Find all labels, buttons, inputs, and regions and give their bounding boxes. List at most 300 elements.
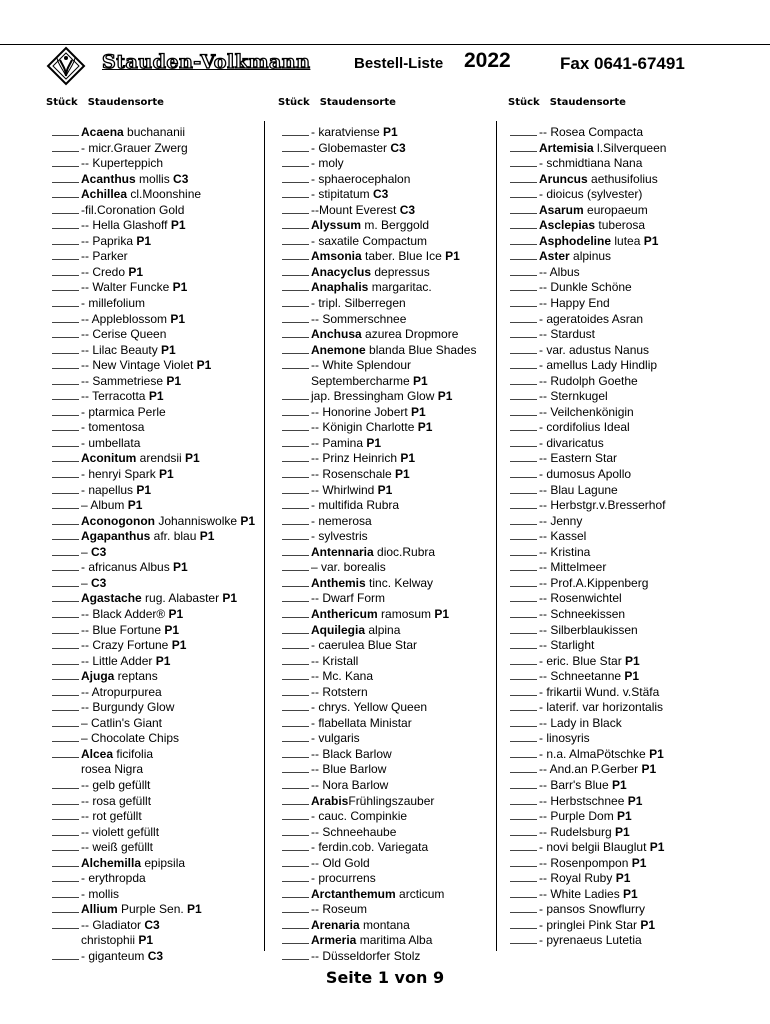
quantity-field[interactable]	[282, 484, 309, 494]
quantity-field[interactable]	[52, 406, 79, 416]
pot-size-code: P1	[631, 855, 647, 870]
plant-row	[282, 623, 512, 639]
quantity-field[interactable]	[52, 561, 79, 571]
quantity-field[interactable]	[282, 250, 309, 260]
variety-name: -- Herbstschnee	[539, 793, 628, 808]
quantity-field[interactable]	[52, 577, 79, 587]
quantity-field[interactable]	[510, 810, 537, 820]
pot-size-code: P1	[623, 886, 638, 901]
variety-name: -- Walter Funcke	[81, 280, 173, 295]
quantity-field[interactable]	[510, 577, 537, 587]
quantity-field[interactable]	[510, 546, 537, 556]
quantity-field[interactable]	[282, 624, 309, 634]
quantity-field[interactable]	[510, 126, 537, 136]
quantity-field[interactable]	[510, 421, 537, 431]
quantity-field[interactable]	[282, 810, 309, 820]
quantity-field[interactable]	[510, 919, 537, 929]
pot-size-code: P1	[625, 653, 640, 668]
quantity-field[interactable]	[510, 452, 537, 462]
quantity-field[interactable]	[510, 732, 537, 742]
quantity-field[interactable]	[52, 950, 79, 960]
plant-row	[282, 591, 512, 607]
variety-name: - umbellata	[81, 435, 141, 450]
variety-name: -- Atropurpurea	[81, 684, 162, 699]
quantity-field[interactable]	[510, 142, 537, 152]
quantity-field[interactable]	[510, 281, 537, 291]
quantity-field[interactable]	[282, 468, 309, 478]
quantity-field[interactable]	[282, 297, 309, 307]
quantity-field[interactable]	[510, 484, 537, 494]
quantity-field[interactable]	[510, 313, 537, 323]
pot-size-code: P1	[641, 762, 657, 777]
plant-row	[282, 374, 512, 390]
plant-row	[52, 871, 282, 887]
variety-name: -- Dunkle Schöne	[539, 280, 632, 295]
plant-row	[510, 731, 740, 747]
quantity-field[interactable]	[52, 592, 79, 602]
quantity-field[interactable]	[52, 608, 79, 618]
plant-column-1	[52, 125, 282, 965]
quantity-field[interactable]	[510, 592, 537, 602]
pot-size-code: P1	[159, 467, 174, 482]
quantity-field[interactable]	[52, 359, 79, 369]
quantity-field[interactable]	[52, 903, 79, 913]
genus-name: Arabis	[311, 793, 349, 808]
quantity-field[interactable]	[282, 561, 309, 571]
quantity-field[interactable]	[510, 468, 537, 478]
variety-name: -- Rosenwichtel	[539, 591, 622, 606]
plant-row	[52, 685, 282, 701]
plant-row	[282, 467, 512, 483]
plant-row	[510, 762, 740, 778]
variety-name: - napellus	[81, 482, 137, 497]
quantity-field[interactable]	[52, 655, 79, 665]
quantity-field[interactable]	[282, 219, 309, 229]
quantity-field[interactable]	[510, 934, 537, 944]
pot-size-code: P1	[437, 389, 453, 404]
pot-size-code: C3	[390, 140, 406, 155]
plant-row	[510, 685, 740, 701]
quantity-field[interactable]	[510, 530, 537, 540]
variety-name: -- Pamina	[311, 435, 367, 450]
pot-size-code: P1	[615, 824, 630, 839]
quantity-field[interactable]	[510, 779, 537, 789]
quantity-field[interactable]	[282, 577, 309, 587]
quantity-field[interactable]	[282, 188, 309, 198]
pot-size-code: P1	[624, 669, 640, 684]
quantity-field[interactable]	[52, 250, 79, 260]
quantity-field[interactable]	[282, 421, 309, 431]
quantity-field[interactable]	[282, 763, 309, 773]
column-header-2	[278, 97, 396, 108]
quantity-field[interactable]	[282, 841, 309, 851]
variety-name: margaritac.	[368, 280, 432, 295]
quantity-field[interactable]	[52, 530, 79, 540]
quantity-field[interactable]	[52, 499, 79, 509]
variety-name: -fil.Coronation Gold	[81, 202, 185, 217]
quantity-field[interactable]	[510, 390, 537, 400]
quantity-field[interactable]	[510, 515, 537, 525]
quantity-field[interactable]	[52, 484, 79, 494]
quantity-field[interactable]	[282, 655, 309, 665]
quantity-field[interactable]	[52, 701, 79, 711]
quantity-field[interactable]	[52, 779, 79, 789]
genus-name: Arenaria	[311, 917, 360, 932]
variety-name: -- Old Gold	[311, 855, 370, 870]
pot-size-code: P1	[136, 482, 152, 497]
quantity-field[interactable]	[282, 717, 309, 727]
variety-name: blanda Blue Shades	[365, 342, 477, 357]
quantity-field[interactable]	[282, 173, 309, 183]
quantity-field[interactable]	[282, 437, 309, 447]
plant-row	[52, 280, 282, 296]
plant-row	[282, 871, 512, 887]
plant-row	[282, 669, 512, 685]
quantity-field[interactable]	[52, 546, 79, 556]
variety-name: -- weiß gefüllt	[81, 840, 154, 855]
variety-name: -- Crazy Fortune	[81, 638, 172, 653]
quantity-field[interactable]	[52, 173, 79, 183]
variety-name: -- Roseum	[311, 902, 368, 917]
variety-name: -- Kristall	[311, 653, 359, 668]
plant-row	[510, 187, 740, 203]
plant-row	[282, 141, 512, 157]
quantity-field[interactable]	[510, 701, 537, 711]
quantity-field[interactable]	[282, 328, 309, 338]
quantity-field[interactable]	[52, 639, 79, 649]
quantity-field[interactable]	[52, 452, 79, 462]
quantity-field[interactable]	[282, 950, 309, 960]
plant-row	[282, 187, 512, 203]
quantity-field[interactable]	[52, 219, 79, 229]
variety-name: - henryi Spark	[81, 467, 160, 482]
quantity-field[interactable]	[510, 235, 537, 245]
pot-size-code: P1	[240, 513, 256, 528]
plant-row	[52, 623, 282, 639]
variety-name: -- Rosenpompon	[539, 855, 632, 870]
plant-row	[510, 576, 740, 592]
genus-name: Anthemis	[311, 575, 366, 590]
variety-name: - nemerosa	[311, 513, 372, 528]
quantity-field[interactable]	[52, 748, 79, 758]
quantity-field[interactable]	[52, 188, 79, 198]
variety-name: - giganteum	[81, 948, 148, 963]
plant-row	[282, 638, 512, 654]
variety-name: -- gelb gefüllt	[81, 777, 151, 792]
variety-name: -- Blue Fortune	[81, 622, 165, 637]
variety-name: -- Prinz Heinrich	[311, 451, 401, 466]
plant-column-2	[282, 125, 512, 965]
quantity-field[interactable]	[52, 732, 79, 742]
variety-name: -- Kassel	[539, 529, 587, 544]
quantity-field[interactable]	[510, 763, 537, 773]
quantity-field[interactable]	[282, 732, 309, 742]
variety-name: - saxatile Compactum	[311, 233, 428, 248]
plant-row	[510, 343, 740, 359]
quantity-field[interactable]	[52, 313, 79, 323]
plant-row	[282, 234, 512, 250]
quantity-field[interactable]	[282, 281, 309, 291]
quantity-field[interactable]	[282, 515, 309, 525]
quantity-field[interactable]	[52, 157, 79, 167]
variety-name: -- Schneetanne	[539, 669, 625, 684]
genus-name: Anemone	[311, 342, 366, 357]
variety-name: -- Eastern Star	[539, 451, 618, 466]
quantity-field[interactable]	[282, 359, 309, 369]
quantity-field[interactable]	[282, 406, 309, 416]
quantity-field[interactable]	[510, 437, 537, 447]
variety-name: cl.Moonshine	[127, 187, 202, 202]
plant-row	[52, 249, 282, 265]
plant-row	[510, 747, 740, 763]
quantity-field[interactable]	[510, 359, 537, 369]
quantity-field[interactable]	[282, 826, 309, 836]
variety-name: -- Rotstern	[311, 684, 368, 699]
plant-row	[52, 327, 282, 343]
quantity-field[interactable]	[510, 297, 537, 307]
variety-name: -- Sommerschnee	[311, 311, 407, 326]
variety-name: -- Black Barlow	[311, 746, 392, 761]
genus-name: Antennaria	[311, 544, 374, 559]
plant-row	[52, 218, 282, 234]
quantity-field[interactable]	[52, 266, 79, 276]
plant-row	[52, 856, 282, 872]
quantity-field[interactable]	[510, 375, 537, 385]
plant-row	[510, 451, 740, 467]
variety-name: lutea	[611, 233, 644, 248]
variety-name: - pringlei Pink Star	[539, 917, 641, 932]
plant-row	[510, 218, 740, 234]
pot-size-code: P1	[649, 840, 665, 855]
genus-name: Agapanthus	[81, 529, 151, 544]
quantity-field[interactable]	[52, 390, 79, 400]
plant-row	[52, 358, 282, 374]
quantity-field[interactable]	[282, 903, 309, 913]
pot-size-code: P1	[611, 777, 627, 792]
quantity-field[interactable]	[52, 126, 79, 136]
variety-name: -- Albus	[539, 264, 580, 279]
quantity-field[interactable]	[510, 826, 537, 836]
quantity-field[interactable]	[510, 188, 537, 198]
quantity-field[interactable]	[510, 328, 537, 338]
quantity-field[interactable]	[282, 592, 309, 602]
list-title: Bestell-Liste	[354, 55, 444, 72]
variety-name: - micr.Grauer Zwerg	[81, 140, 188, 155]
quantity-field[interactable]	[52, 421, 79, 431]
quantity-field[interactable]	[510, 204, 537, 214]
variety-name: - millefolium	[81, 296, 146, 311]
quantity-field[interactable]	[510, 157, 537, 167]
quantity-field[interactable]	[510, 841, 537, 851]
quantity-field[interactable]	[282, 670, 309, 680]
plant-row	[510, 918, 740, 934]
plant-row	[510, 296, 740, 312]
quantity-field[interactable]	[282, 499, 309, 509]
genus-name: Aquilegia	[311, 622, 366, 637]
quantity-field[interactable]	[52, 919, 79, 929]
quantity-field[interactable]	[52, 717, 79, 727]
plant-row	[282, 265, 512, 281]
variety-name: christophii	[81, 933, 139, 948]
quantity-field[interactable]	[510, 857, 537, 867]
quantity-field[interactable]	[282, 344, 309, 354]
quantity-field[interactable]	[52, 468, 79, 478]
quantity-field[interactable]	[52, 872, 79, 882]
pot-size-code: P1	[155, 653, 171, 668]
quantity-field[interactable]	[510, 903, 537, 913]
quantity-field[interactable]	[52, 515, 79, 525]
quantity-field[interactable]	[282, 795, 309, 805]
quantity-field[interactable]	[52, 857, 79, 867]
genus-name: Arctanthemum	[311, 886, 396, 901]
genus-name: Ajuga	[81, 669, 115, 684]
plant-row	[52, 778, 282, 794]
quantity-field[interactable]	[282, 888, 309, 898]
plant-row	[282, 420, 512, 436]
quantity-field[interactable]	[282, 857, 309, 867]
variety-name: – var. borealis	[311, 560, 386, 575]
quantity-field[interactable]	[510, 406, 537, 416]
quantity-field[interactable]	[282, 157, 309, 167]
quantity-field[interactable]	[282, 919, 309, 929]
quantity-field[interactable]	[282, 142, 309, 152]
variety-name: rug. Alabaster	[141, 591, 223, 606]
variety-name: - dumosus Apollo	[539, 467, 632, 482]
quantity-field[interactable]	[282, 686, 309, 696]
variety-name: --Mount Everest	[311, 202, 400, 217]
quantity-field[interactable]	[510, 795, 537, 805]
quantity-field[interactable]	[282, 530, 309, 540]
quantity-field[interactable]	[510, 670, 537, 680]
plant-row	[282, 747, 512, 763]
quantity-field[interactable]	[282, 126, 309, 136]
pot-size-code: P1	[185, 451, 200, 466]
quantity-field[interactable]	[282, 872, 309, 882]
quantity-field[interactable]	[52, 841, 79, 851]
quantity-field[interactable]	[52, 297, 79, 307]
plant-row	[510, 654, 740, 670]
quantity-field[interactable]	[510, 639, 537, 649]
quantity-field[interactable]	[282, 204, 309, 214]
quantity-field[interactable]	[52, 281, 79, 291]
variety-name: -- Rudolph Goethe	[539, 373, 638, 388]
plant-row	[52, 794, 282, 810]
quantity-field[interactable]	[510, 608, 537, 618]
variety-name: - schmidtiana Nana	[539, 156, 643, 171]
plant-row	[52, 141, 282, 157]
pot-size-code: C3	[144, 917, 160, 932]
quantity-field[interactable]	[510, 624, 537, 634]
variety-name: - linosyris	[539, 731, 590, 746]
quantity-field[interactable]	[52, 344, 79, 354]
variety-name: -- Veilchenkönigin	[539, 404, 634, 419]
quantity-field[interactable]	[510, 888, 537, 898]
quantity-field[interactable]	[52, 826, 79, 836]
variety-name: mollis	[135, 171, 174, 186]
quantity-field[interactable]	[510, 219, 537, 229]
pot-size-code: P1	[627, 793, 643, 808]
plant-row	[52, 949, 282, 965]
quantity-field[interactable]	[510, 748, 537, 758]
quantity-field[interactable]	[52, 888, 79, 898]
quantity-field[interactable]	[282, 266, 309, 276]
quantity-field[interactable]	[510, 250, 537, 260]
quantity-field[interactable]	[282, 779, 309, 789]
quantity-field[interactable]	[282, 608, 309, 618]
pot-size-code: P1	[168, 606, 184, 621]
variety-name: - amellus Lady Hindlip	[539, 358, 658, 373]
plant-row	[510, 623, 740, 639]
plant-row	[510, 856, 740, 872]
variety-name: -- Appleblossom	[81, 311, 171, 326]
plant-row	[52, 467, 282, 483]
plant-row	[282, 218, 512, 234]
quantity-field[interactable]	[510, 499, 537, 509]
quantity-field[interactable]	[510, 686, 537, 696]
quantity-field[interactable]	[282, 546, 309, 556]
variety-name: Purple Sen.	[117, 902, 188, 917]
pot-size-code: C3	[147, 948, 164, 963]
variety-name: - frikartii Wund. v.Stäfa	[539, 684, 660, 699]
quantity-field[interactable]	[510, 344, 537, 354]
plant-row	[510, 933, 740, 949]
quantity-field[interactable]	[510, 173, 537, 183]
quantity-field[interactable]	[52, 328, 79, 338]
quantity-field[interactable]	[510, 561, 537, 571]
quantity-field[interactable]	[52, 795, 79, 805]
variety-name: – Catlin's Giant	[81, 715, 162, 730]
variety-name: -- Mc. Kana	[311, 669, 374, 684]
quantity-field[interactable]	[282, 748, 309, 758]
quantity-field[interactable]	[282, 313, 309, 323]
quantity-field[interactable]	[52, 624, 79, 634]
quantity-field[interactable]	[52, 142, 79, 152]
quantity-field[interactable]	[52, 686, 79, 696]
variety-name: - Globemaster	[311, 140, 391, 155]
quantity-field[interactable]	[282, 452, 309, 462]
quantity-field[interactable]	[52, 235, 79, 245]
variety-name: –	[81, 544, 92, 559]
plant-row	[52, 405, 282, 421]
quantity-field[interactable]	[510, 872, 537, 882]
quantity-field[interactable]	[52, 375, 79, 385]
quantity-field[interactable]	[282, 235, 309, 245]
plant-row	[510, 249, 740, 265]
plant-row	[52, 529, 282, 545]
quantity-field[interactable]	[52, 437, 79, 447]
plant-row	[510, 840, 740, 856]
quantity-field[interactable]	[282, 390, 309, 400]
plant-row	[510, 809, 740, 825]
variety-name: arcticum	[395, 886, 445, 901]
quantity-field[interactable]	[510, 655, 537, 665]
pot-size-code: P1	[187, 902, 202, 917]
variety-name: - mollis	[81, 886, 119, 901]
plant-row	[52, 296, 282, 312]
quantity-field[interactable]	[510, 266, 537, 276]
quantity-field[interactable]	[52, 810, 79, 820]
variety-name: -- Kuperteppich	[81, 156, 164, 171]
plant-row	[510, 327, 740, 343]
column-header-3	[508, 97, 626, 108]
quantity-field[interactable]	[282, 639, 309, 649]
quantity-field[interactable]	[52, 670, 79, 680]
pot-size-code: P1	[617, 809, 632, 824]
quantity-field[interactable]	[52, 204, 79, 214]
quantity-field[interactable]	[282, 701, 309, 711]
quantity-field[interactable]	[510, 717, 537, 727]
quantity-field[interactable]	[282, 934, 309, 944]
